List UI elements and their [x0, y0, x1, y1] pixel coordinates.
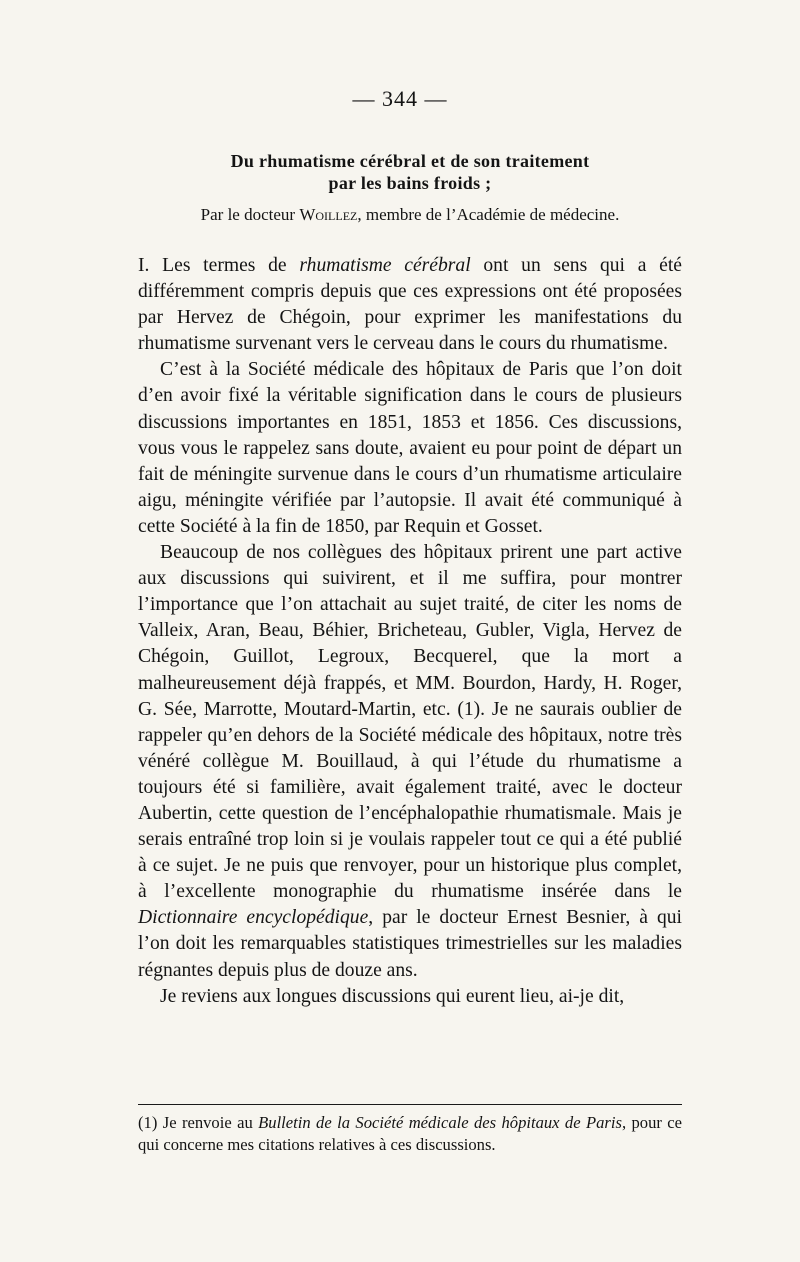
footnote-reference: Bulletin de la Société médicale des hôpitaux de Paris — [258, 1113, 622, 1132]
paragraph-2: C’est à la Société médicale des hôpitaux de Paris que l’on doit d’en avoir fixé la véritable signification dans le cours de plusieurs discussions importantes en 1851, 1853 et 1856. Ces discussions, vous vous le rappelez sans doute, avaient eu pour point de départ un fait de méningite survenue dans le cours d’un rhumatisme articulaire aigu, méningite vérifiée par l’autopsie. Il avait été communiqué à cette Société à la fin de 1850, par Requin et Gosset. — [138, 359, 682, 537]
paragraph-1 — [138, 253, 682, 357]
article-body — [138, 253, 682, 1010]
byline-suffix: , membre de l’Académie de médecine. — [357, 205, 620, 224]
paragraph-3-reference: Dictionnaire encyclopédique — [138, 907, 369, 929]
paragraph-3-text-a: Beaucoup de nos collègues des hôpitaux prirent une part active aux discussions qui suivirent, et il me suffira, pour montrer l’importance que l’on attachait au sujet traité, de citer les noms de Valleix, Aran, Beau, Béhier, Bricheteau, Gubler, Vigla, Hervez de Chégoin, Guillot, Legroux, Becquerel, que la mort a malheureusement déjà frappés, et MM. Bourdon, Hardy, H. Roger, G. Sée, Marrotte, Moutard-Martin, etc. (1). Je ne saurais oublier de rappeler qu’en dehors de la Société médicale des hôpitaux, notre très vénéré collègue M. Bouillaud, à qui l’étude du rhumatisme a toujours été si familière, avait également traité, avec le docteur Aubertin, cette question de l’encéphalopathie rhumatismale. Mais je serais entraîné trop loin si je voulais rappeler tout ce qui a été publié à ce sujet. Je ne puis que renvoyer, pour un historique plus complet, à l’excellente monographie du rhumatisme insérée dans le — [138, 542, 682, 903]
footnote-text-b: , pour ce qui concerne mes citations relatives à ces discussions. — [138, 1113, 683, 1154]
footnote — [138, 1112, 682, 1156]
page-number: — 344 — — [352, 86, 448, 111]
byline — [140, 205, 680, 225]
paragraph-4: Je reviens aux longues discussions qui eurent lieu, ai-je dit, — [160, 985, 625, 1007]
paragraph-3-text-b: , par le docteur Ernest Besnier, à qui l’on doit les remarquables statistiques trimestrielles sur les maladies régnantes depuis plus de douze ans. — [138, 907, 682, 981]
title-line-2: par les bains froids ; — [328, 173, 492, 193]
paragraph-3 — [138, 540, 682, 984]
paragraph-1-text-b: ont un sens qui a été différemment compris depuis que ces expressions ont été proposées par Hervez de Chégoin, pour exprimer les manifestations du rhumatisme survenant vers le cerveau dans le cours du rhumatisme. — [138, 255, 682, 355]
paragraph-1-term: rhumatisme cérébral — [299, 255, 471, 276]
author-name: Woillez — [299, 205, 358, 224]
paragraph-1-text-a: I. Les termes de — [138, 255, 300, 276]
footnote-text-a: (1) Je renvoie au — [138, 1113, 259, 1132]
footnote-rule — [138, 1104, 682, 1105]
title-line-1: Du rhumatisme cérébral et de son traitement — [230, 151, 590, 171]
article-title — [140, 150, 680, 194]
byline-prefix: Par le docteur — [200, 205, 300, 224]
